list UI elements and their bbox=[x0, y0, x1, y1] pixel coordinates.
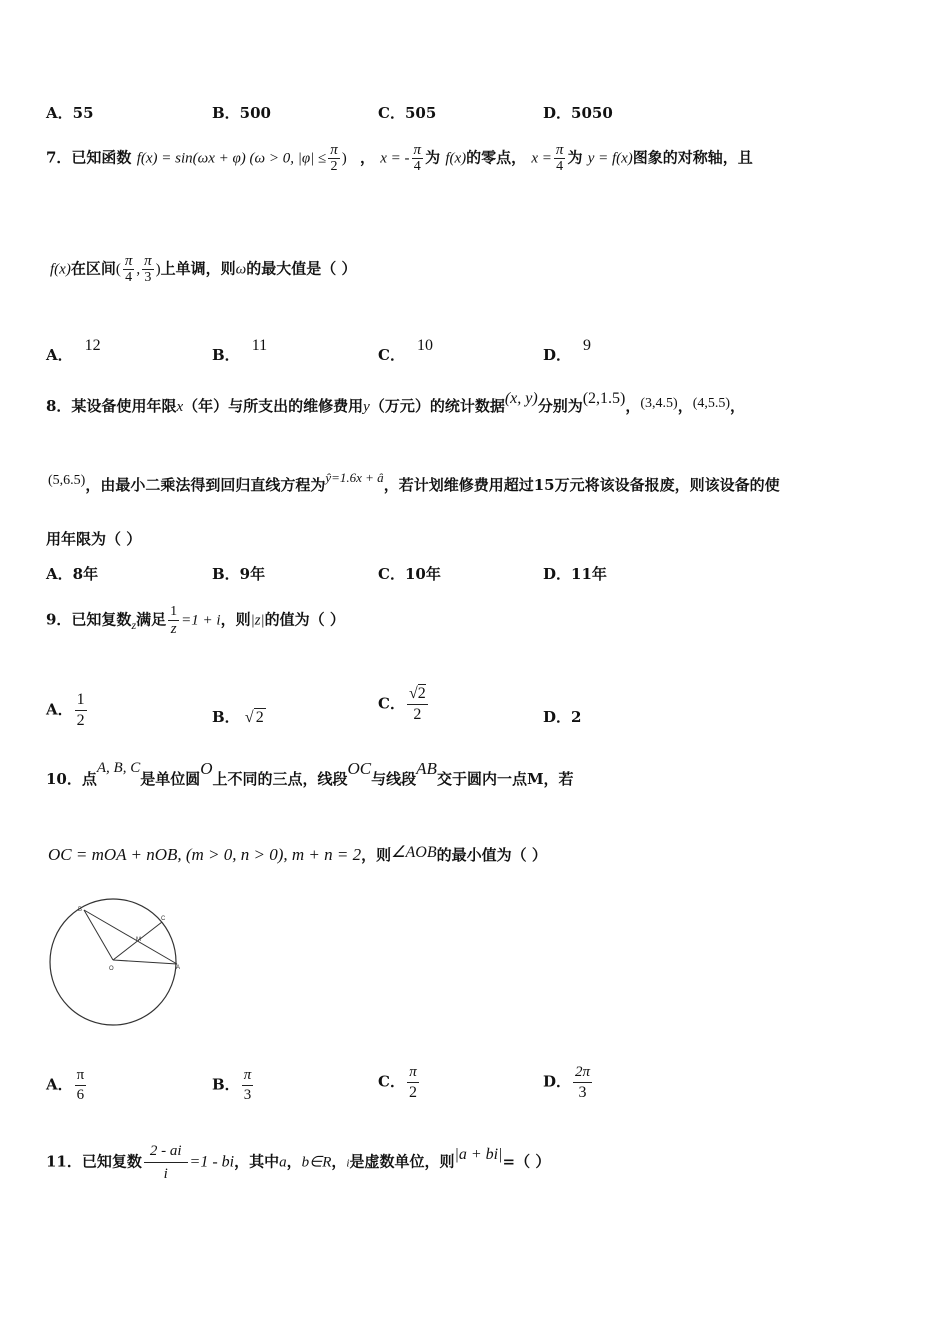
q7-option-c: C．10 bbox=[378, 337, 433, 364]
q11-text-5: =（ ） bbox=[502, 1152, 551, 1171]
q8-text-6: ，若计划维修费用超过15万元将该设备报废，则该设备的使 bbox=[383, 476, 780, 494]
q8-option-b: B．9年 bbox=[212, 565, 266, 583]
q6-option-d: D．5050 bbox=[543, 104, 613, 122]
q7-text-wei: 为 bbox=[425, 148, 441, 167]
q9-option-b: B． √ 2 bbox=[212, 708, 264, 726]
q7-interval-pi-4: $\frac{\pi}{4}$ bbox=[124, 253, 133, 285]
q7-fx: f(x) bbox=[445, 150, 467, 167]
q10-line-1 bbox=[46, 759, 574, 789]
q10-option-c: C． $\frac{\pi}{2}$ bbox=[378, 1064, 417, 1101]
label-A: A bbox=[176, 965, 181, 971]
q7-text-mono: 上单调，则 bbox=[160, 259, 236, 278]
q10-AB: AB bbox=[416, 759, 437, 778]
q7-line-2: f(x)在区间( $\frac{\pi}{4}$ , $\frac{\pi}{3}$ )上单调，则ω的最大值是（ ） bbox=[50, 253, 357, 285]
q7-y-fx: y = f(x) bbox=[587, 150, 633, 167]
q10-text-1: 10．点 bbox=[46, 770, 97, 788]
q11-text-1: 11．已知复数 bbox=[46, 1152, 142, 1171]
q7-omega: ω bbox=[235, 261, 247, 278]
segment-OA bbox=[113, 960, 177, 964]
q8-option-c: C．10年 bbox=[378, 565, 441, 583]
q8-regression: ŷ=1.6x + â bbox=[325, 470, 384, 485]
q9-option-d: D．2 bbox=[543, 708, 582, 726]
q7-function: f(x) = sin(ωx + φ) (ω > 0, |φ| ≤ bbox=[136, 150, 327, 167]
q10-text-4: 与线段 bbox=[371, 770, 417, 788]
q8-y: y bbox=[363, 399, 370, 415]
q10-OC: OC bbox=[347, 759, 372, 778]
q7-text-wei-2: 为 bbox=[567, 148, 583, 167]
q7-interval-open: ( bbox=[115, 261, 121, 278]
q10-option-b: B． $\frac{\pi}{3}$ bbox=[212, 1067, 252, 1103]
q9-sqrt-2: √ 2 bbox=[244, 709, 264, 726]
q7-pi-over-2: $\frac{\pi}{2}$ bbox=[330, 142, 338, 174]
q8-text-3: （万元）的统计数据 bbox=[369, 397, 505, 415]
q6-option-c: C．505 bbox=[378, 104, 437, 122]
q7-line2-fx: f(x) bbox=[50, 261, 71, 278]
q7-interval-close: ) bbox=[155, 261, 161, 278]
q11-abs: |a + bi| bbox=[454, 1145, 503, 1163]
q8-line-2 bbox=[48, 470, 780, 495]
q7-option-b: B．11 bbox=[212, 337, 268, 364]
q11-a: a bbox=[279, 1154, 287, 1171]
q8-point-2: (3,4.5) bbox=[640, 396, 678, 411]
q9-z: z bbox=[131, 617, 137, 632]
q9-option-a: A． $\frac{1}{2}$ bbox=[46, 691, 85, 729]
label-C: C bbox=[161, 916, 166, 922]
q7-number: 7．已知函数 bbox=[46, 148, 132, 167]
q9-text-3: ，则 bbox=[220, 610, 251, 629]
q8-x: x bbox=[176, 399, 184, 415]
q11-b-in-R: b∈R bbox=[301, 1154, 332, 1171]
q10-vector-eq: OC = mOA + nOB, (m > 0, n > 0), m + n = 2 bbox=[48, 845, 362, 864]
q11-eq: =1 - bi bbox=[189, 1153, 235, 1171]
q10-circle-figure bbox=[46, 893, 216, 1033]
q9-text-4: 的值为（ ） bbox=[264, 610, 345, 629]
q11-text-2: ，其中 bbox=[234, 1152, 280, 1171]
q9-text-2: 满足 bbox=[136, 610, 167, 629]
q8-line-3: 用年限为（ ） bbox=[46, 530, 142, 548]
q8-text-5: ，由最小二乘法得到回归直线方程为 bbox=[85, 476, 326, 494]
q7-text-interval: 在区间 bbox=[70, 259, 116, 278]
q10-abc: A, B, C bbox=[96, 760, 141, 776]
q7-interval-pi-3: $\frac{\pi}{3}$ bbox=[144, 253, 152, 285]
q11-fraction: $\frac{2 - ai}{i}$ bbox=[144, 1140, 188, 1185]
q10-text-5: 交于圆内一点M，若 bbox=[436, 770, 574, 788]
q9-text-1: 9．已知复数 bbox=[46, 610, 132, 629]
segment-OB bbox=[84, 910, 113, 960]
q7-x-eq-neg: x = - bbox=[380, 150, 410, 167]
q6-option-b: B．500 bbox=[212, 104, 271, 122]
q10-text-6: ，则 bbox=[361, 846, 392, 864]
q10-angle-AOB: ∠AOB bbox=[391, 844, 437, 861]
q9-abs-z: |z| bbox=[250, 612, 265, 629]
q8-point-4: (5,6.5) bbox=[48, 473, 86, 488]
q7-text-zero: 的零点， bbox=[466, 148, 527, 167]
q7-option-d: D．9 bbox=[543, 337, 592, 364]
q7-pi-over-4-b: $\frac{\pi}{4}$ bbox=[555, 142, 564, 174]
q11-i: i bbox=[346, 1157, 350, 1170]
q8-text-4: 分别为 bbox=[537, 397, 583, 415]
q7-x-eq: x = bbox=[531, 150, 552, 167]
q6-option-a: A．55 bbox=[46, 104, 94, 122]
label-M: M bbox=[136, 937, 141, 943]
label-O: O bbox=[109, 966, 114, 972]
q10-option-a: A． $\frac{\pi}{6}$ bbox=[46, 1067, 85, 1103]
q9-option-c: C． $\frac{√2}{2}$ bbox=[378, 685, 426, 723]
q8-text-1: 8．某设备使用年限 bbox=[46, 397, 177, 415]
q8-line-1: 8．某设备使用年限x（年）与所支出的维修费用y（万元）的统计数据(x, y)分别为(2,1.5)，(3,4.5)，(4,5.5)， bbox=[46, 390, 746, 415]
q8-point-3: (4,5.5) bbox=[692, 396, 731, 411]
q7-pi-over-4-a: $\frac{\pi}{4}$ bbox=[413, 142, 422, 174]
q8-option-a: A．8年 bbox=[46, 565, 99, 583]
q9-one-over-z: $\frac{1}{z}$ bbox=[170, 604, 178, 637]
label-B: B bbox=[78, 907, 83, 913]
q7-line-1: 7．已知函数 f(x) = sin(ωx + φ) (ω > 0, |φ| ≤ $\frac{\pi}{2}$ ) ， x = - $\frac{\pi}{4}$ 为 f(x)的零点， x = $\frac{\pi}{4}$ 为 y = f(x)图象的对称轴，且 bbox=[46, 142, 753, 174]
q10-O: O bbox=[200, 759, 213, 778]
q8-text-2: （年）与所支出的维修费用 bbox=[183, 397, 364, 415]
q10-line-2 bbox=[48, 844, 547, 865]
q8-xy: (x, y) bbox=[504, 390, 538, 407]
q11-line: 11．已知复数 $\frac{2 - ai}{i}$ =1 - bi，其中a，b∈R，i是虚数单位，则|a + bi|=（ ） bbox=[46, 1140, 550, 1185]
q9-eq: =1 + i bbox=[181, 612, 221, 629]
q9-line bbox=[46, 604, 345, 637]
q7-text-max: 的最大值是（ ） bbox=[246, 259, 357, 278]
q10-text-2: 是单位圆 bbox=[140, 770, 201, 788]
q10-text-3: 上不同的三点，线段 bbox=[212, 770, 348, 788]
q10-text-7: 的最小值为（ ） bbox=[436, 846, 547, 864]
q8-option-d: D．11年 bbox=[543, 565, 607, 583]
q7-option-a: A．12 bbox=[46, 337, 101, 364]
q10-option-d: D． $\frac{2\pi}{3}$ bbox=[543, 1064, 591, 1101]
q7-close-paren: ) bbox=[341, 150, 347, 167]
unit-circle bbox=[50, 899, 176, 1025]
q8-point-1: (2,1.5) bbox=[582, 390, 626, 407]
q7-text-axis: 图象的对称轴，且 bbox=[632, 148, 753, 167]
q11-text-4: 是虚数单位，则 bbox=[349, 1152, 455, 1171]
